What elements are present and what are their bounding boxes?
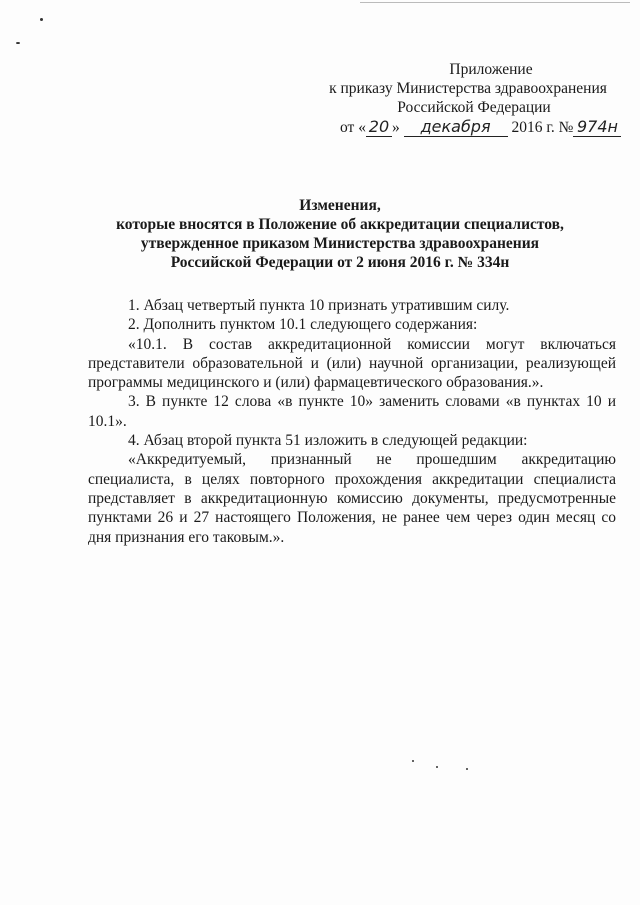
scan-speck xyxy=(40,18,43,21)
title-line-4: Российской Федерации от 2 июня 2016 г. № 334н xyxy=(170,254,510,271)
title-line-3: утвержденное приказом Министерства здравоохранения xyxy=(140,235,540,252)
title-line-1: Изменения, xyxy=(299,197,381,214)
date-close-quote: » xyxy=(391,119,400,136)
scan-speck xyxy=(436,766,438,768)
document-title xyxy=(60,196,620,272)
order-number: 974н xyxy=(573,117,621,137)
paragraph-4: 3. В пункте 12 слова «в пункте 10» заменить словами «в пунктах 10 и 10.1». xyxy=(88,393,616,430)
scan-edge xyxy=(360,2,630,3)
document-body xyxy=(88,296,616,547)
appendix-header xyxy=(318,60,618,137)
appendix-title: Приложение xyxy=(449,61,533,78)
paragraph-5: 4. Абзац второй пункта 51 изложить в следующей редакции: xyxy=(128,432,528,450)
scan-speck xyxy=(16,42,20,44)
appendix-line-2: Российской Федерации xyxy=(397,99,551,116)
date-prefix: от « xyxy=(340,119,366,136)
paragraph-1: 1. Абзац четвертый пункта 10 признать утратившим силу. xyxy=(128,297,510,314)
appendix-line-1: к приказу Министерства здравоохранения xyxy=(329,80,607,97)
paragraph-6: «Аккредитуемый, признанный не прошедшим аккредитацию специалиста, в целях повторного прохождения аккредитации специалиста представляет в аккредитационную комиссию документы, предусмотренные пунктами 26 и 27 настоящего Положения, не ранее чем через один месяц со дня признания его таковым.». xyxy=(88,451,616,546)
title-line-2: которые вносятся в Положение об аккредитации специалистов, xyxy=(116,216,564,233)
paragraph-3: «10.1. В состав аккредитационной комиссии могут включаться представители образовательной и (или) научной организации, реализующей программы медицинского и (или) фармацевтического образования.». xyxy=(88,335,616,392)
paragraph-2: 2. Дополнить пунктом 10.1 следующего содержания: xyxy=(128,316,478,334)
date-month: декабря xyxy=(404,117,508,137)
date-day: 20 xyxy=(366,117,392,137)
date-year: 2016 г. № xyxy=(511,119,574,136)
appendix-date-line xyxy=(318,117,618,137)
scan-speck xyxy=(466,768,468,770)
scan-speck xyxy=(412,760,414,762)
